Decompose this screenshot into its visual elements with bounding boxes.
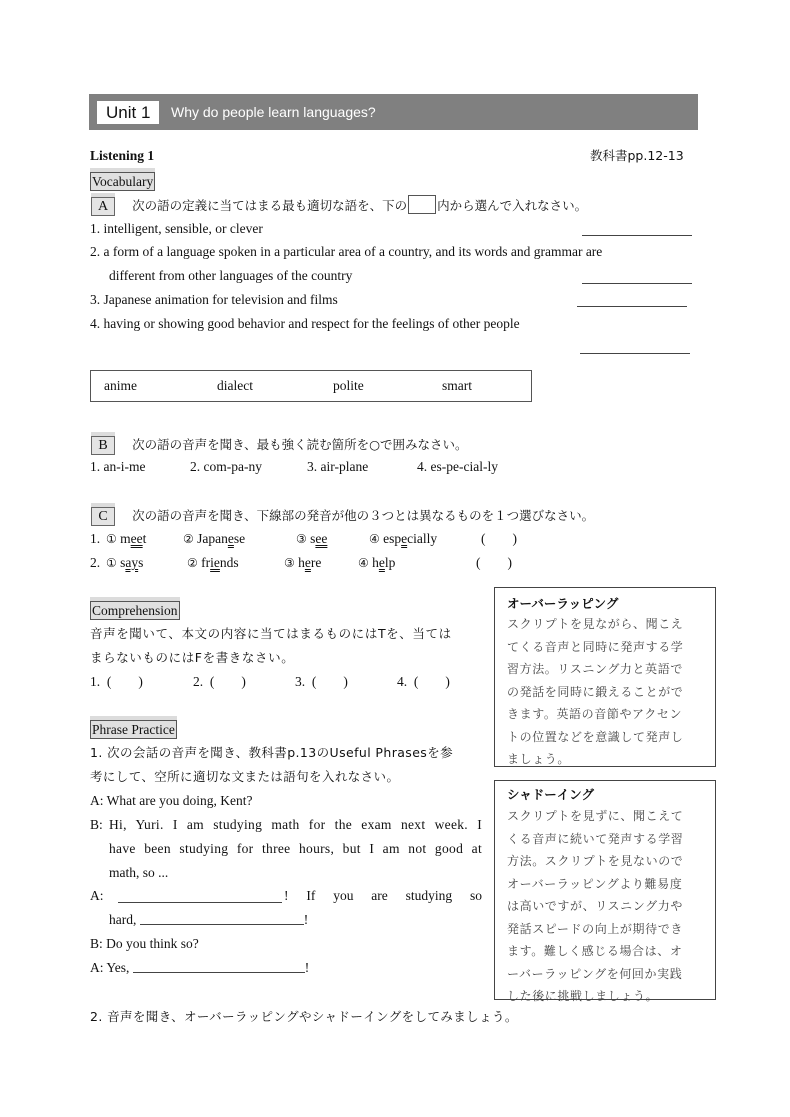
dialogue-line-1: A: What are you doing, Kent? — [90, 793, 253, 808]
option-mark: ③ — [296, 532, 307, 546]
unit-header-bar — [89, 94, 698, 130]
vocabulary-label: Vocabulary — [92, 174, 154, 189]
part-c-option[interactable]: ④ help — [358, 555, 396, 570]
unit-label: Unit 1 — [97, 101, 159, 124]
part-b-item-1: 1. an-i-me — [90, 459, 146, 474]
part-c-option[interactable]: ④ especially — [369, 531, 438, 546]
part-c-option[interactable]: ③ see — [296, 531, 328, 546]
phrase-q2: 2. 音声を聞き、オーバーラッピングやシャドーイングをしてみましょう。 — [90, 1009, 518, 1024]
option-mark: ① — [106, 532, 117, 546]
part-b-item-4: 4. es-pe-cial-ly — [417, 459, 498, 474]
vocab-item-2-cont: different from other languages of the country — [109, 268, 353, 283]
part-b-text: 次の語の音声を聞き、最も強く読む箇所を○で囲みなさい。 — [132, 437, 468, 452]
word-bank-item: polite — [333, 378, 364, 393]
option-mark: ④ — [369, 532, 380, 546]
part-c-answer-2[interactable]: ( ) — [476, 555, 512, 570]
shadowing-title: シャドーイング — [507, 787, 595, 802]
part-a-text-after: 内から選んで入れなさい。 — [437, 198, 588, 213]
section-title: Listening 1 — [90, 148, 155, 163]
part-c-option[interactable]: ① meet — [106, 531, 147, 546]
dialogue-line-3: A: ! If you are studying so — [90, 888, 482, 903]
vocab-item-4: 4. having or showing good behavior and respect for the feelings of other people — [90, 316, 520, 331]
part-c-instruction — [91, 505, 594, 526]
phrase-practice-label: Phrase Practice — [92, 722, 175, 737]
answer-line-1[interactable] — [582, 234, 692, 236]
part-c-option[interactable]: ② Japanese — [183, 531, 246, 546]
word-bank-box — [90, 370, 532, 402]
dialogue-line-4: B: Do you think so? — [90, 936, 199, 951]
overlapping-body: スクリプトを見ながら、聞こえ てくる音声と同時に発声する学 習方法。リスニング力と英語で の発話を同時に鍛えることがで きます。英語の音節やアクセン トの位置などを意識して発声し ましょう。 — [507, 617, 684, 766]
part-a-text-before: 次の語の定義に当てはまる最も適切な語を、下の — [132, 198, 408, 213]
part-b-letter: B — [91, 436, 115, 455]
answer-line-3[interactable] — [577, 305, 687, 307]
vocab-item-3: 3. Japanese animation for television and films — [90, 292, 338, 307]
speaker-a: A: — [90, 888, 104, 903]
comprehension-item[interactable]: 1. ( ) — [90, 674, 143, 689]
vocab-item-1: 1. intelligent, sensible, or clever — [90, 221, 263, 236]
fill-blank-3[interactable] — [133, 958, 305, 973]
dialogue-line-2-end: math, so ... — [109, 865, 169, 880]
part-b-instruction — [91, 434, 468, 455]
answer-line-2[interactable] — [582, 282, 692, 284]
part-a-letter: A — [91, 197, 115, 216]
part-a-instruction — [91, 195, 587, 216]
speaker-a: A: — [90, 960, 104, 975]
option-mark: ② — [187, 556, 198, 570]
phrase-q1-line2: 考にして、空所に適切な文または語句を入れなさい。 — [90, 769, 400, 784]
comprehension-instruction-1: 音声を聞いて、本文の内容に当てはまるものにはTを、当ては — [90, 626, 452, 641]
part-c-option[interactable]: ③ here — [284, 555, 322, 570]
part-b-item-2: 2. com-pa-ny — [190, 459, 262, 474]
comprehension-item[interactable]: 2. ( ) — [193, 674, 246, 689]
part-c-answer-1[interactable]: ( ) — [481, 531, 517, 546]
answer-line-4[interactable] — [580, 352, 690, 354]
dialogue-line-2-cont: have been studying for three hours, but I am not good at — [109, 841, 482, 856]
word-bank-item: smart — [442, 378, 472, 393]
comprehension-item[interactable]: 4. ( ) — [397, 674, 450, 689]
comprehension-label: Comprehension — [92, 603, 178, 618]
word-bank-item: dialect — [217, 378, 253, 393]
part-c-letter: C — [91, 507, 115, 526]
word-box-indicator — [408, 195, 436, 214]
dialogue-line-3-cont: hard, ! — [109, 912, 309, 927]
dialogue-line-2: B: Hi, Yuri. I am studying math for the exam next week. I — [90, 817, 482, 832]
option-mark: ① — [106, 556, 117, 570]
speaker-a: A: — [90, 793, 104, 808]
option-mark: ② — [183, 532, 194, 546]
part-c-row-1-number: 1. — [90, 531, 101, 546]
phrase-q1-line1: 1. 次の会話の音声を聞き、教科書p.13のUseful Phrasesを参 — [90, 745, 454, 760]
comprehension-item[interactable]: 3. ( ) — [295, 674, 348, 689]
comprehension-instruction-2: まらないものにはFを書きなさい。 — [90, 650, 295, 665]
shadowing-info-box — [494, 780, 716, 1003]
option-mark: ③ — [284, 556, 295, 570]
speaker-b: B: — [90, 817, 103, 832]
overlapping-title: オーバーラッピング — [507, 596, 619, 611]
part-c-text: 次の語の音声を聞き、下線部の発音が他の３つとは異なるものを１つ選びなさい。 — [132, 508, 595, 523]
part-c-option[interactable]: ② friends — [187, 555, 239, 570]
fill-blank-2[interactable] — [140, 910, 304, 925]
option-mark: ④ — [358, 556, 369, 570]
dialogue-line-5: A: Yes, ! — [90, 960, 310, 975]
part-c-option[interactable]: ① says — [106, 555, 144, 570]
speaker-b: B: — [90, 936, 103, 951]
vocab-item-2: 2. a form of a language spoken in a particular area of a country, and its words and grammar are — [90, 244, 603, 259]
unit-title: Why do people learn languages? — [171, 104, 376, 120]
word-bank-item: anime — [104, 378, 137, 393]
fill-blank-1[interactable] — [118, 888, 282, 903]
overlapping-info-box — [494, 587, 716, 767]
shadowing-body: スクリプトを見ずに、聞こえて くる音声に続いて発声する学習 方法。スクリプトを見ないので オーバーラッピングより難易度 は高いですが、リスニング力や 発話スピードの向上が期待でき ます。難しく感じる場合は、オ ーバーラッピングを何回か実践 した後に挑戦しましょう。 — [507, 809, 684, 1003]
textbook-reference: 教科書pp.12-13 — [590, 148, 684, 163]
part-c-row-2-number: 2. — [90, 555, 101, 570]
part-b-item-3: 3. air-plane — [307, 459, 369, 474]
